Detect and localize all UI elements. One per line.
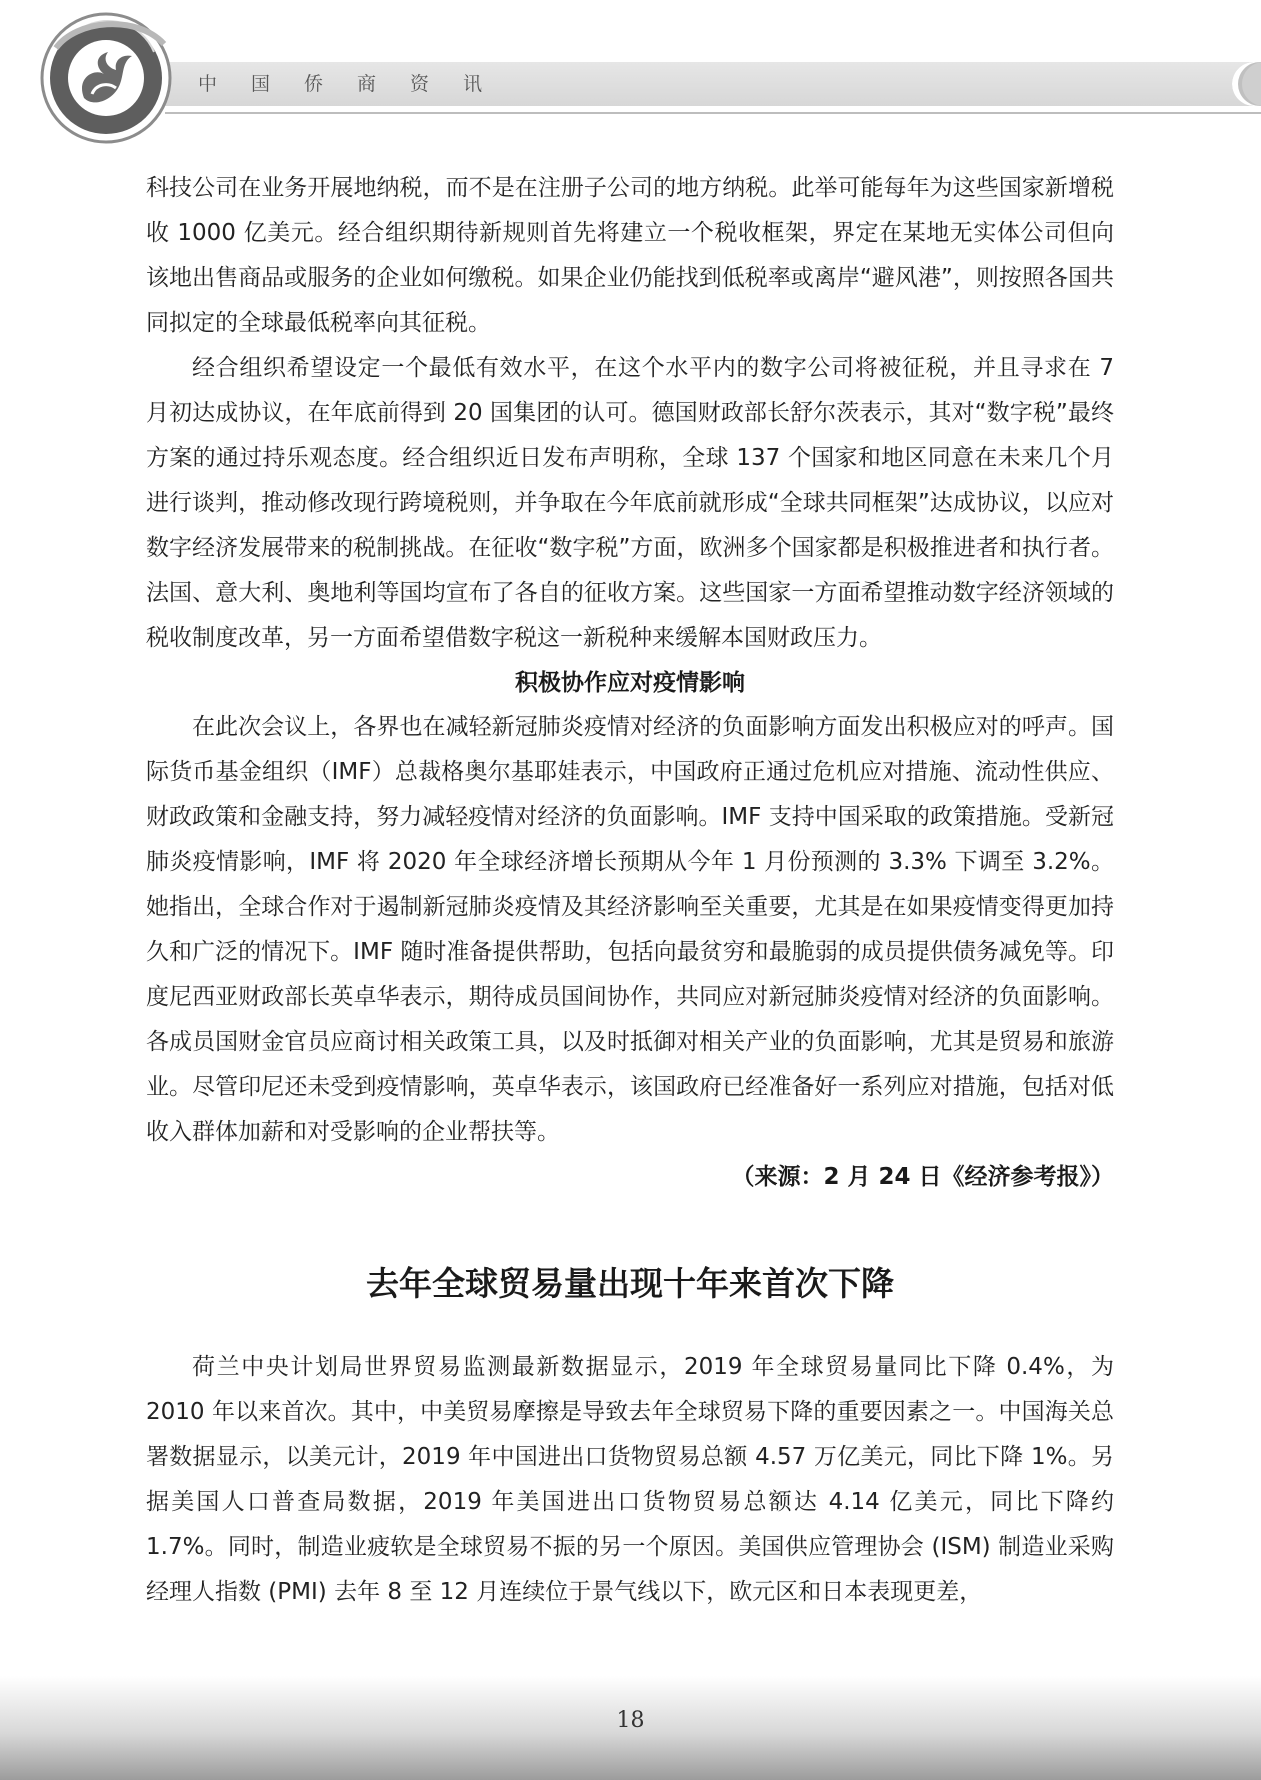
header-title: 中国侨商资讯 — [198, 73, 517, 95]
article-paragraph: 荷兰中央计划局世界贸易监测最新数据显示，2019 年全球贸易量同比下降 0.4%，为 2010 年以来首次。其中，中美贸易摩擦是导致去年全球贸易下降的重要因素之一。中国海关总署数据显示，以美元计，2019 年中国进出口货物贸易总额 4.57 万亿美元，同比下降 1%。另据美国人口普查局数据，2019 年美国进出口货物贸易总额达 4.14 亿美元，同比下降约 1.7%。同时，制造业疲软是全球贸易不振的另一个原因。美国供应管理协会 (ISM) 制造业采购经理人指数 (PMI) 去年 8 至 12 月连续位于景气线以下，欧元区和日本表现更差， — [146, 1354, 1114, 1605]
source-citation: （来源：2 月 24 日《经济参考报》） — [731, 1164, 1114, 1190]
article-title: 去年全球贸易量出现十年来首次下降 — [366, 1264, 894, 1303]
article-paragraph: 科技公司在业务开展地纳税，而不是在注册子公司的地方纳税。此举可能每年为这些国家新增税收 1000 亿美元。经合组织期待新规则首先将建立一个税收框架，界定在某地无实体公司但向该地出售商品或服务的企业如何缴税。如果企业仍能找到低税率或离岸“避风港”，则按照各国共同拟定的全球最低税率向其征税。 — [146, 175, 1114, 336]
section-heading: 积极协作应对疫情影响 — [515, 670, 745, 696]
article-paragraph: 经合组织希望设定一个最低有效水平，在这个水平内的数字公司将被征税，并且寻求在 7 月初达成协议，在年底前得到 20 国集团的认可。德国财政部长舒尔茨表示，其对“数字税”最终方案的通过持乐观态度。经合组织近日发布声明称，全球 137 个国家和地区同意在未来几个月进行谈判，推动修改现行跨境税则，并争取在今年底前就形成“全球共同框架”达成协议，以应对数字经济发展带来的税制挑战。在征收“数字税”方面，欧洲多个国家都是积极推进者和执行者。法国、意大利、奥地利等国均宣布了各自的征收方案。这些国家一方面希望推动数字经济领域的税收制度改革，另一方面希望借数字税这一新税种来缓解本国财政压力。 — [146, 355, 1114, 651]
logo-emblem-icon — [36, 8, 176, 148]
article-paragraph: 在此次会议上，各界也在减轻新冠肺炎疫情对经济的负面影响方面发出积极应对的呼声。国际货币基金组织（IMF）总裁格奥尔基耶娃表示，中国政府正通过危机应对措施、流动性供应、财政政策和金融支持，努力减轻疫情对经济的负面影响。IMF 支持中国采取的政策措施。受新冠肺炎疫情影响，IMF 将 2020 年全球经济增长预期从今年 1 月份预测的 3.3% 下调至 3.2%。她指出，全球合作对于遏制新冠肺炎疫情及其经济影响至关重要，尤其是在如果疫情变得更加持久和广泛的情况下。IMF 随时准备提供帮助，包括向最贫穷和最脆弱的成员提供债务减免等。印度尼西亚财政部长英卓华表示，期待成员国间协作，共同应对新冠肺炎疫情对经济的负面影响。各成员国财金官员应商讨相关政策工具，以及时抵御对相关产业的负面影响，尤其是贸易和旅游业。尽管印尼还未受到疫情影响，英卓华表示，该国政府已经准备好一系列应对措施，包括对低收入群体加薪和对受影响的企业帮扶等。 — [146, 714, 1114, 1145]
federation-logo — [36, 8, 176, 148]
header-divider — [165, 112, 1261, 114]
page-number: 18 — [616, 1708, 645, 1733]
page-content — [146, 166, 1114, 1615]
